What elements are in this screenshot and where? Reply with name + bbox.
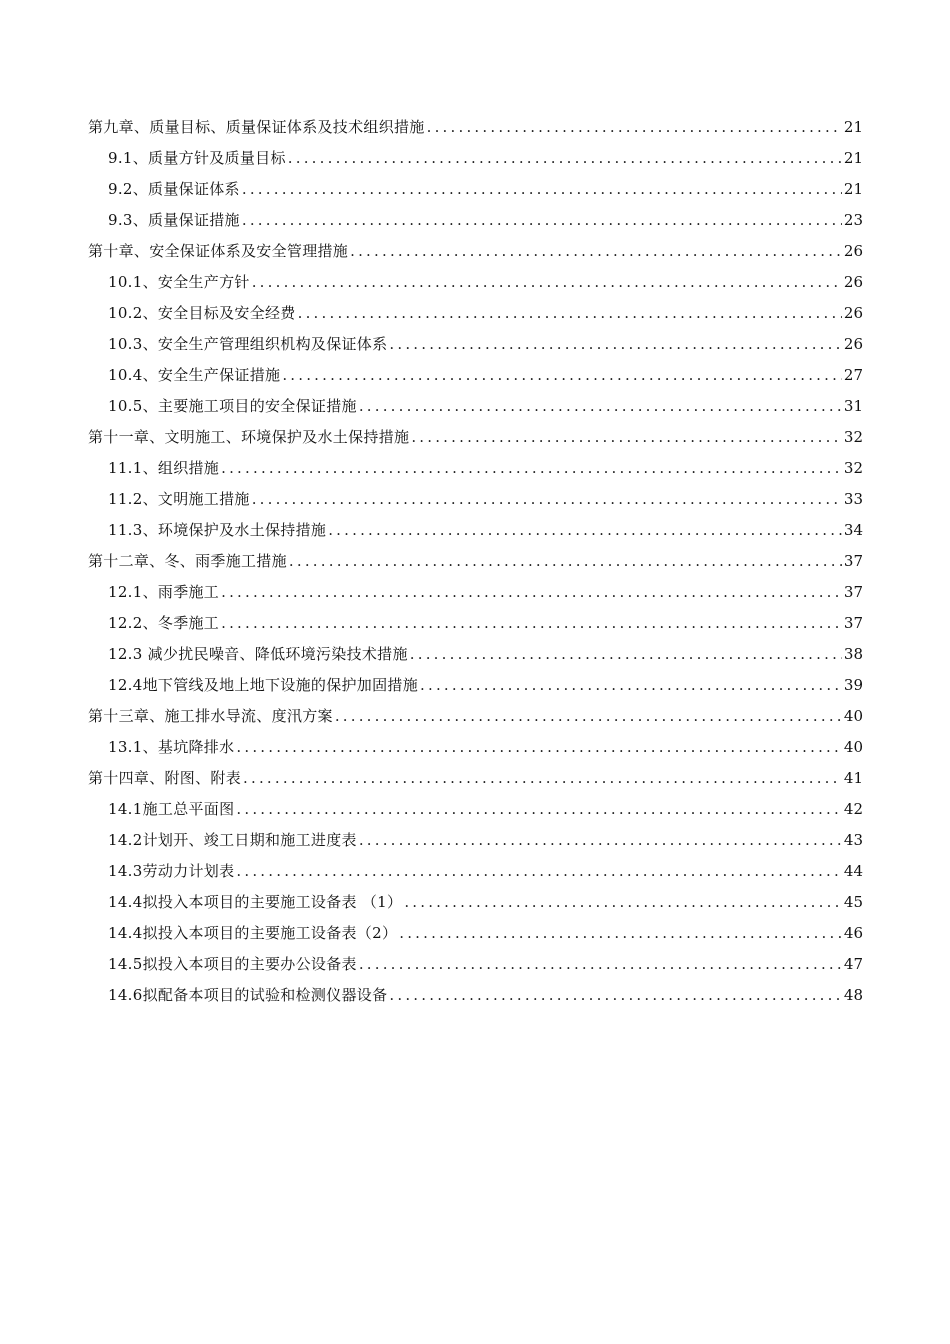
toc-dot-leader — [359, 391, 842, 422]
toc-section-entry[interactable] — [88, 794, 863, 825]
toc-dot-leader — [359, 949, 842, 980]
toc-entry-title: 第十三章、施工排水导流、度汛方案 — [88, 707, 333, 725]
toc-dot-leader — [411, 422, 842, 453]
toc-entry-title: 14.5拟投入本项目的主要办公设备表 — [108, 955, 357, 973]
toc-entry-title: 11.1、组织措施 — [108, 459, 220, 477]
toc-section-entry[interactable] — [88, 918, 863, 949]
toc-dot-leader — [252, 267, 842, 298]
toc-section-entry[interactable] — [88, 608, 863, 639]
toc-page-number: 37 — [843, 583, 863, 601]
toc-page-number: 32 — [843, 459, 863, 477]
toc-entry-title: 14.3劳动力计划表 — [108, 862, 235, 880]
toc-dot-leader — [236, 794, 842, 825]
toc-dot-leader — [420, 670, 842, 701]
toc-entry-title: 12.3 减少扰民噪音、降低环境污染技术措施 — [108, 645, 408, 663]
toc-page-number: 26 — [843, 304, 863, 322]
toc-entry-title: 9.2、质量保证体系 — [108, 180, 240, 198]
toc-section-entry[interactable] — [88, 639, 863, 670]
toc-entry-title: 10.1、安全生产方针 — [108, 273, 250, 291]
toc-page-number: 40 — [843, 707, 863, 725]
toc-section-entry[interactable] — [88, 732, 863, 763]
toc-dot-leader — [399, 918, 842, 949]
toc-section-entry[interactable] — [88, 515, 863, 546]
toc-page-number: 39 — [843, 676, 863, 694]
toc-page-number: 37 — [843, 614, 863, 632]
toc-dot-leader — [242, 174, 842, 205]
toc-entry-title: 9.3、质量保证措施 — [108, 211, 240, 229]
toc-dot-leader — [427, 112, 842, 143]
toc-section-entry[interactable] — [88, 360, 863, 391]
toc-chapter-entry[interactable] — [88, 546, 863, 577]
toc-entry-title: 第十四章、附图、附表 — [88, 769, 242, 787]
toc-entry-title: 11.2、文明施工措施 — [108, 490, 250, 508]
toc-page-number: 48 — [843, 986, 863, 1004]
toc-section-entry[interactable] — [88, 298, 863, 329]
toc-dot-leader — [282, 360, 842, 391]
toc-entry-title: 第十一章、文明施工、环境保护及水土保持措施 — [88, 428, 410, 446]
toc-page-number: 32 — [843, 428, 863, 446]
toc-section-entry[interactable] — [88, 205, 863, 236]
toc-dot-leader — [335, 701, 842, 732]
toc-page-number: 41 — [843, 769, 863, 787]
toc-dot-leader — [252, 484, 842, 515]
toc-page-number: 26 — [843, 242, 863, 260]
toc-section-entry[interactable] — [88, 577, 863, 608]
toc-entry-title: 10.5、主要施工项目的安全保证措施 — [108, 397, 357, 415]
toc-entry-title: 第十章、安全保证体系及安全管理措施 — [88, 242, 349, 260]
toc-dot-leader — [236, 856, 842, 887]
toc-chapter-entry[interactable] — [88, 422, 863, 453]
toc-entry-title: 14.2计划开、竣工日期和施工进度表 — [108, 831, 357, 849]
toc-page-number: 44 — [843, 862, 863, 880]
toc-chapter-entry[interactable] — [88, 236, 863, 267]
toc-dot-leader — [221, 577, 842, 608]
table-of-contents — [88, 112, 863, 1011]
toc-page-number: 47 — [843, 955, 863, 973]
toc-page-number: 33 — [843, 490, 863, 508]
toc-page-number: 42 — [843, 800, 863, 818]
toc-dot-leader — [236, 732, 842, 763]
toc-dot-leader — [389, 980, 842, 1011]
toc-dot-leader — [359, 825, 842, 856]
toc-dot-leader — [242, 205, 842, 236]
toc-dot-leader — [389, 329, 842, 360]
toc-section-entry[interactable] — [88, 391, 863, 422]
toc-section-entry[interactable] — [88, 825, 863, 856]
toc-page-number: 26 — [843, 273, 863, 291]
toc-page-number: 21 — [843, 180, 863, 198]
toc-page-number: 43 — [843, 831, 863, 849]
toc-dot-leader — [404, 887, 842, 918]
toc-page-number: 34 — [843, 521, 863, 539]
toc-section-entry[interactable] — [88, 267, 863, 298]
toc-chapter-entry[interactable] — [88, 763, 863, 794]
toc-page-number: 21 — [843, 149, 863, 167]
toc-page-number: 46 — [843, 924, 863, 942]
toc-entry-title: 12.4地下管线及地上地下设施的保护加固措施 — [108, 676, 419, 694]
toc-dot-leader — [221, 608, 842, 639]
toc-entry-title: 13.1、基坑降排水 — [108, 738, 235, 756]
toc-dot-leader — [288, 143, 842, 174]
toc-dot-leader — [243, 763, 842, 794]
toc-page-number: 37 — [843, 552, 863, 570]
toc-entry-title: 12.1、雨季施工 — [108, 583, 220, 601]
toc-entry-title: 14.4拟投入本项目的主要施工设备表 （1） — [108, 893, 403, 911]
toc-entry-title: 10.2、安全目标及安全经费 — [108, 304, 296, 322]
toc-section-entry[interactable] — [88, 887, 863, 918]
toc-chapter-entry[interactable] — [88, 701, 863, 732]
toc-section-entry[interactable] — [88, 856, 863, 887]
toc-section-entry[interactable] — [88, 670, 863, 701]
toc-page-number: 27 — [843, 366, 863, 384]
toc-entry-title: 第十二章、冬、雨季施工措施 — [88, 552, 287, 570]
toc-entry-title: 14.6拟配备本项目的试验和检测仪器设备 — [108, 986, 388, 1004]
toc-chapter-entry[interactable] — [88, 112, 863, 143]
toc-entry-title: 11.3、环境保护及水土保持措施 — [108, 521, 327, 539]
toc-entry-title: 10.4、安全生产保证措施 — [108, 366, 281, 384]
toc-dot-leader — [298, 298, 842, 329]
toc-section-entry[interactable] — [88, 329, 863, 360]
toc-entry-title: 9.1、质量方针及质量目标 — [108, 149, 286, 167]
toc-page-number: 45 — [843, 893, 863, 911]
toc-dot-leader — [289, 546, 842, 577]
toc-dot-leader — [410, 639, 842, 670]
toc-dot-leader — [221, 453, 842, 484]
toc-dot-leader — [328, 515, 842, 546]
toc-page-number: 23 — [843, 211, 863, 229]
toc-section-entry[interactable] — [88, 949, 863, 980]
toc-entry-title: 14.4拟投入本项目的主要施工设备表（2） — [108, 924, 398, 942]
toc-section-entry[interactable] — [88, 174, 863, 205]
toc-dot-leader — [350, 236, 842, 267]
toc-page-number: 40 — [843, 738, 863, 756]
toc-page-number: 26 — [843, 335, 863, 353]
toc-page-number: 31 — [843, 397, 863, 415]
toc-page-number: 38 — [843, 645, 863, 663]
toc-entry-title: 12.2、冬季施工 — [108, 614, 220, 632]
toc-entry-title: 10.3、安全生产管理组织机构及保证体系 — [108, 335, 388, 353]
toc-page-number: 21 — [843, 118, 863, 136]
toc-section-entry[interactable] — [88, 980, 863, 1011]
toc-section-entry[interactable] — [88, 453, 863, 484]
toc-entry-title: 14.1施工总平面图 — [108, 800, 235, 818]
toc-section-entry[interactable] — [88, 143, 863, 174]
toc-entry-title: 第九章、质量目标、质量保证体系及技术组织措施 — [88, 118, 425, 136]
toc-section-entry[interactable] — [88, 484, 863, 515]
